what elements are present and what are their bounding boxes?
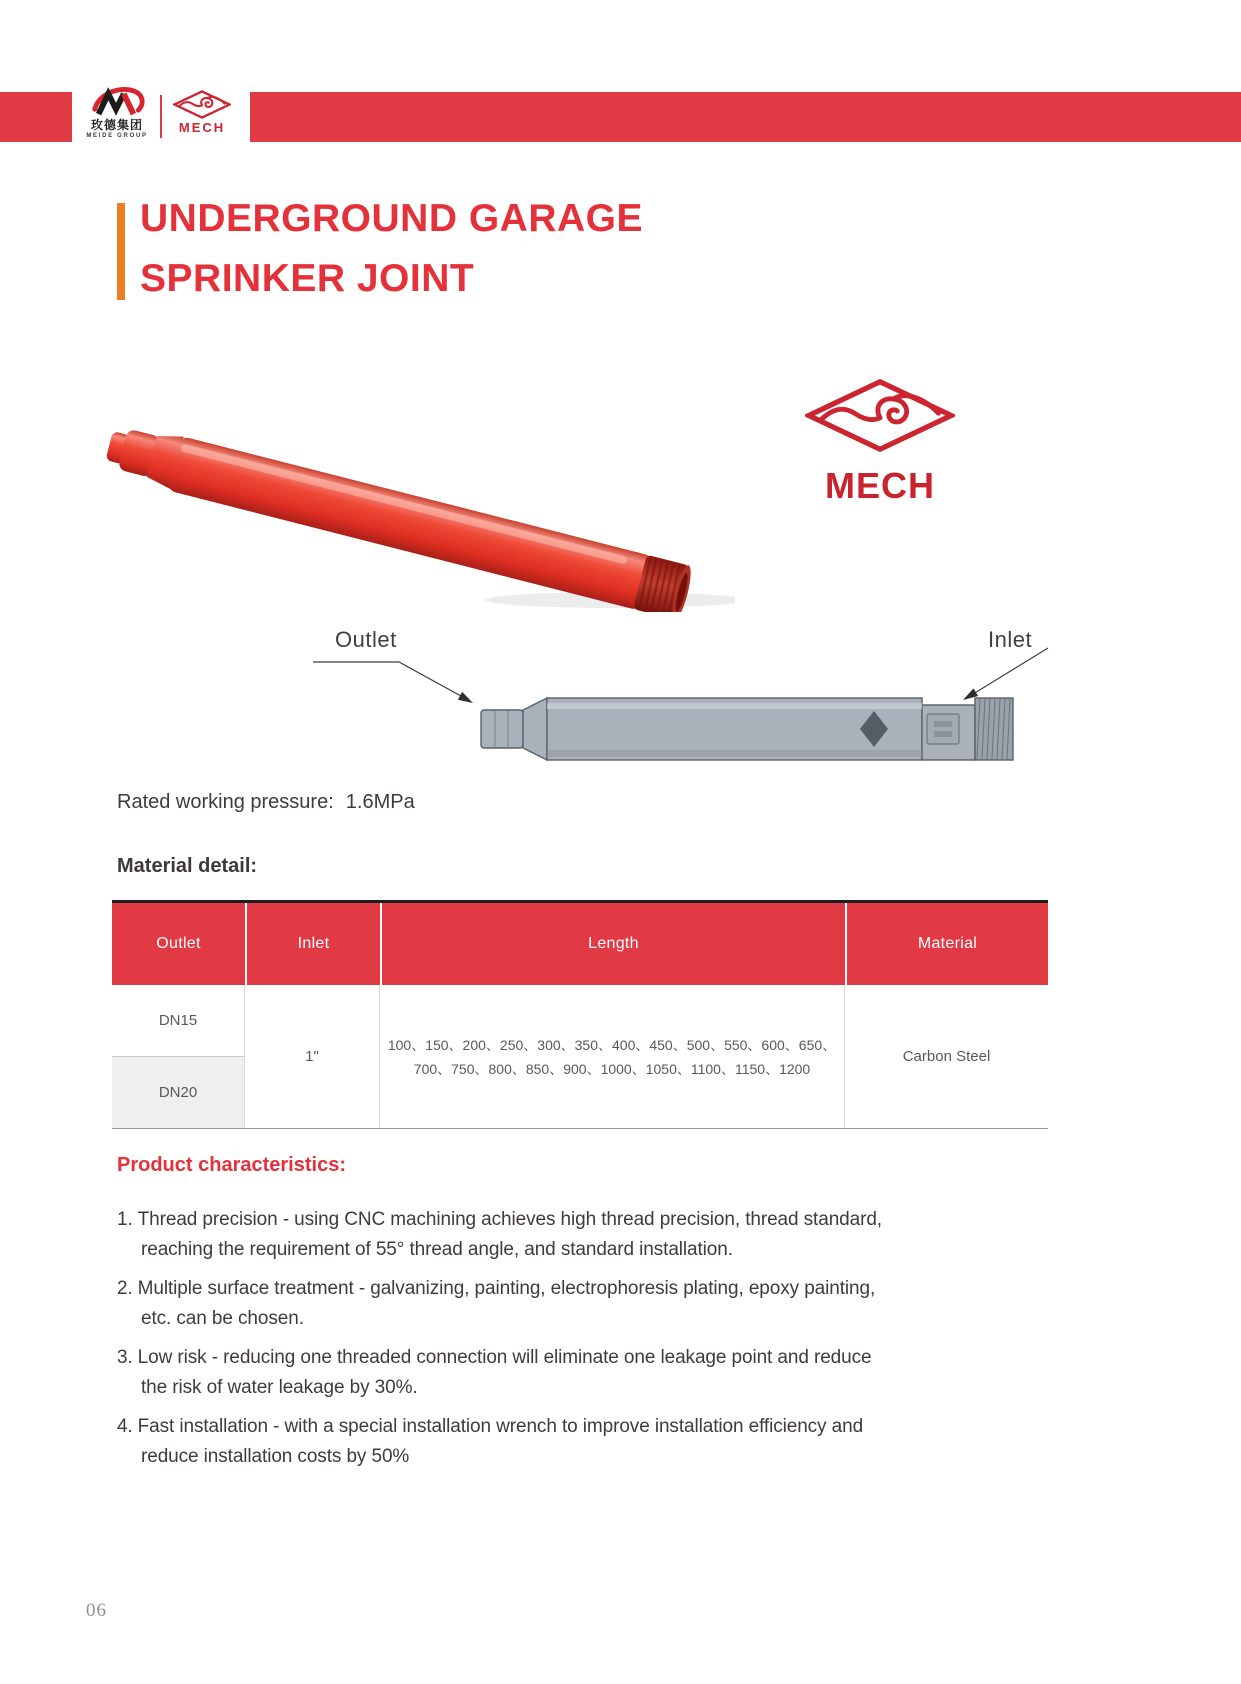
table-header-inlet: Inlet: [245, 903, 380, 985]
length-values-line1: 100、150、200、250、300、350、400、450、500、550、600、650、: [387, 1036, 837, 1053]
table-cell-outlet-dn15: DN15: [112, 985, 245, 1057]
characteristic-item: [117, 1343, 917, 1403]
material-spec-table: [112, 900, 1048, 1129]
header-red-bar: [250, 92, 1241, 142]
material-detail-heading: Material detail:: [117, 855, 258, 877]
characteristic-item: [117, 1412, 917, 1472]
item-number: 2.: [117, 1278, 133, 1299]
item-text-line2: reaching the requirement of 55° thread angle, and standard installation.: [141, 1239, 733, 1260]
meide-swoosh-icon: [87, 85, 147, 118]
page-title: [140, 189, 643, 309]
meide-group-name-cn: 玫德集团: [90, 118, 143, 132]
inlet-label: Inlet: [988, 627, 1033, 652]
meide-group-name-en: MEIDE GROUP: [86, 133, 148, 139]
item-text-line2: reduce installation costs by 50%: [141, 1446, 410, 1467]
outlet-label: Outlet: [335, 627, 397, 652]
item-number: 4.: [117, 1416, 133, 1437]
item-number: 1.: [117, 1209, 133, 1230]
mech-logo-small-label: MECH: [178, 120, 226, 135]
characteristic-item: [117, 1274, 917, 1334]
title-accent-bar: [117, 203, 125, 300]
rated-pressure-label: Rated working pressure:: [117, 791, 334, 813]
product-characteristics-list: [117, 1205, 917, 1481]
mech-brand-logo: [805, 378, 955, 507]
table-header-material: Material: [845, 903, 1048, 985]
mech-diamond-icon-large: [805, 378, 955, 453]
product-characteristics-heading: Product characteristics:: [117, 1154, 346, 1176]
page-title-line1: UNDERGROUND GARAGE: [140, 197, 644, 240]
rated-pressure-line: [117, 791, 415, 814]
table-cell-inlet: 1": [245, 985, 380, 1128]
mech-diamond-icon: [173, 90, 231, 119]
item-number: 3.: [117, 1347, 133, 1368]
table-cell-material: Carbon Steel: [902, 1048, 991, 1065]
table-cell-length: [380, 985, 845, 1128]
page-title-line2: SPRINKER JOINT: [140, 257, 475, 300]
technical-drawing: [300, 622, 1080, 837]
table-cell-outlet-dn20: DN20: [112, 1057, 245, 1128]
rated-pressure-value: 1.6MPa: [345, 791, 415, 813]
item-text-line1: Thread precision - using CNC machining achieves high thread precision, thread standard,: [137, 1209, 882, 1230]
table-header-length: Length: [380, 903, 845, 985]
product-photo-red-pipe: [95, 372, 735, 612]
mech-logo-small: [170, 90, 234, 134]
header-logo-divider: [160, 95, 162, 138]
item-text-line2: etc. can be chosen.: [141, 1308, 304, 1329]
table-header-outlet: Outlet: [112, 903, 245, 985]
meide-group-logo: [82, 85, 152, 139]
characteristic-item: [117, 1205, 917, 1265]
item-text-line1: Multiple surface treatment - galvanizing, painting, electrophoresis plating, epoxy painting,: [137, 1278, 876, 1299]
length-values-line2: 700、750、800、850、900、1000、1050、1100、1150、1200: [413, 1060, 811, 1077]
page-number: 06: [86, 1600, 107, 1621]
item-text-line2: the risk of water leakage by 30%.: [141, 1377, 418, 1398]
pipe-square-marking: [927, 714, 959, 744]
item-text-line1: Fast installation - with a special installation wrench to improve installation efficiency and: [137, 1416, 864, 1437]
header-red-block-left: [0, 92, 72, 142]
mech-brand-label: MECH: [825, 465, 935, 506]
item-text-line1: Low risk - reducing one threaded connection will eliminate one leakage point and reduce: [137, 1347, 872, 1368]
